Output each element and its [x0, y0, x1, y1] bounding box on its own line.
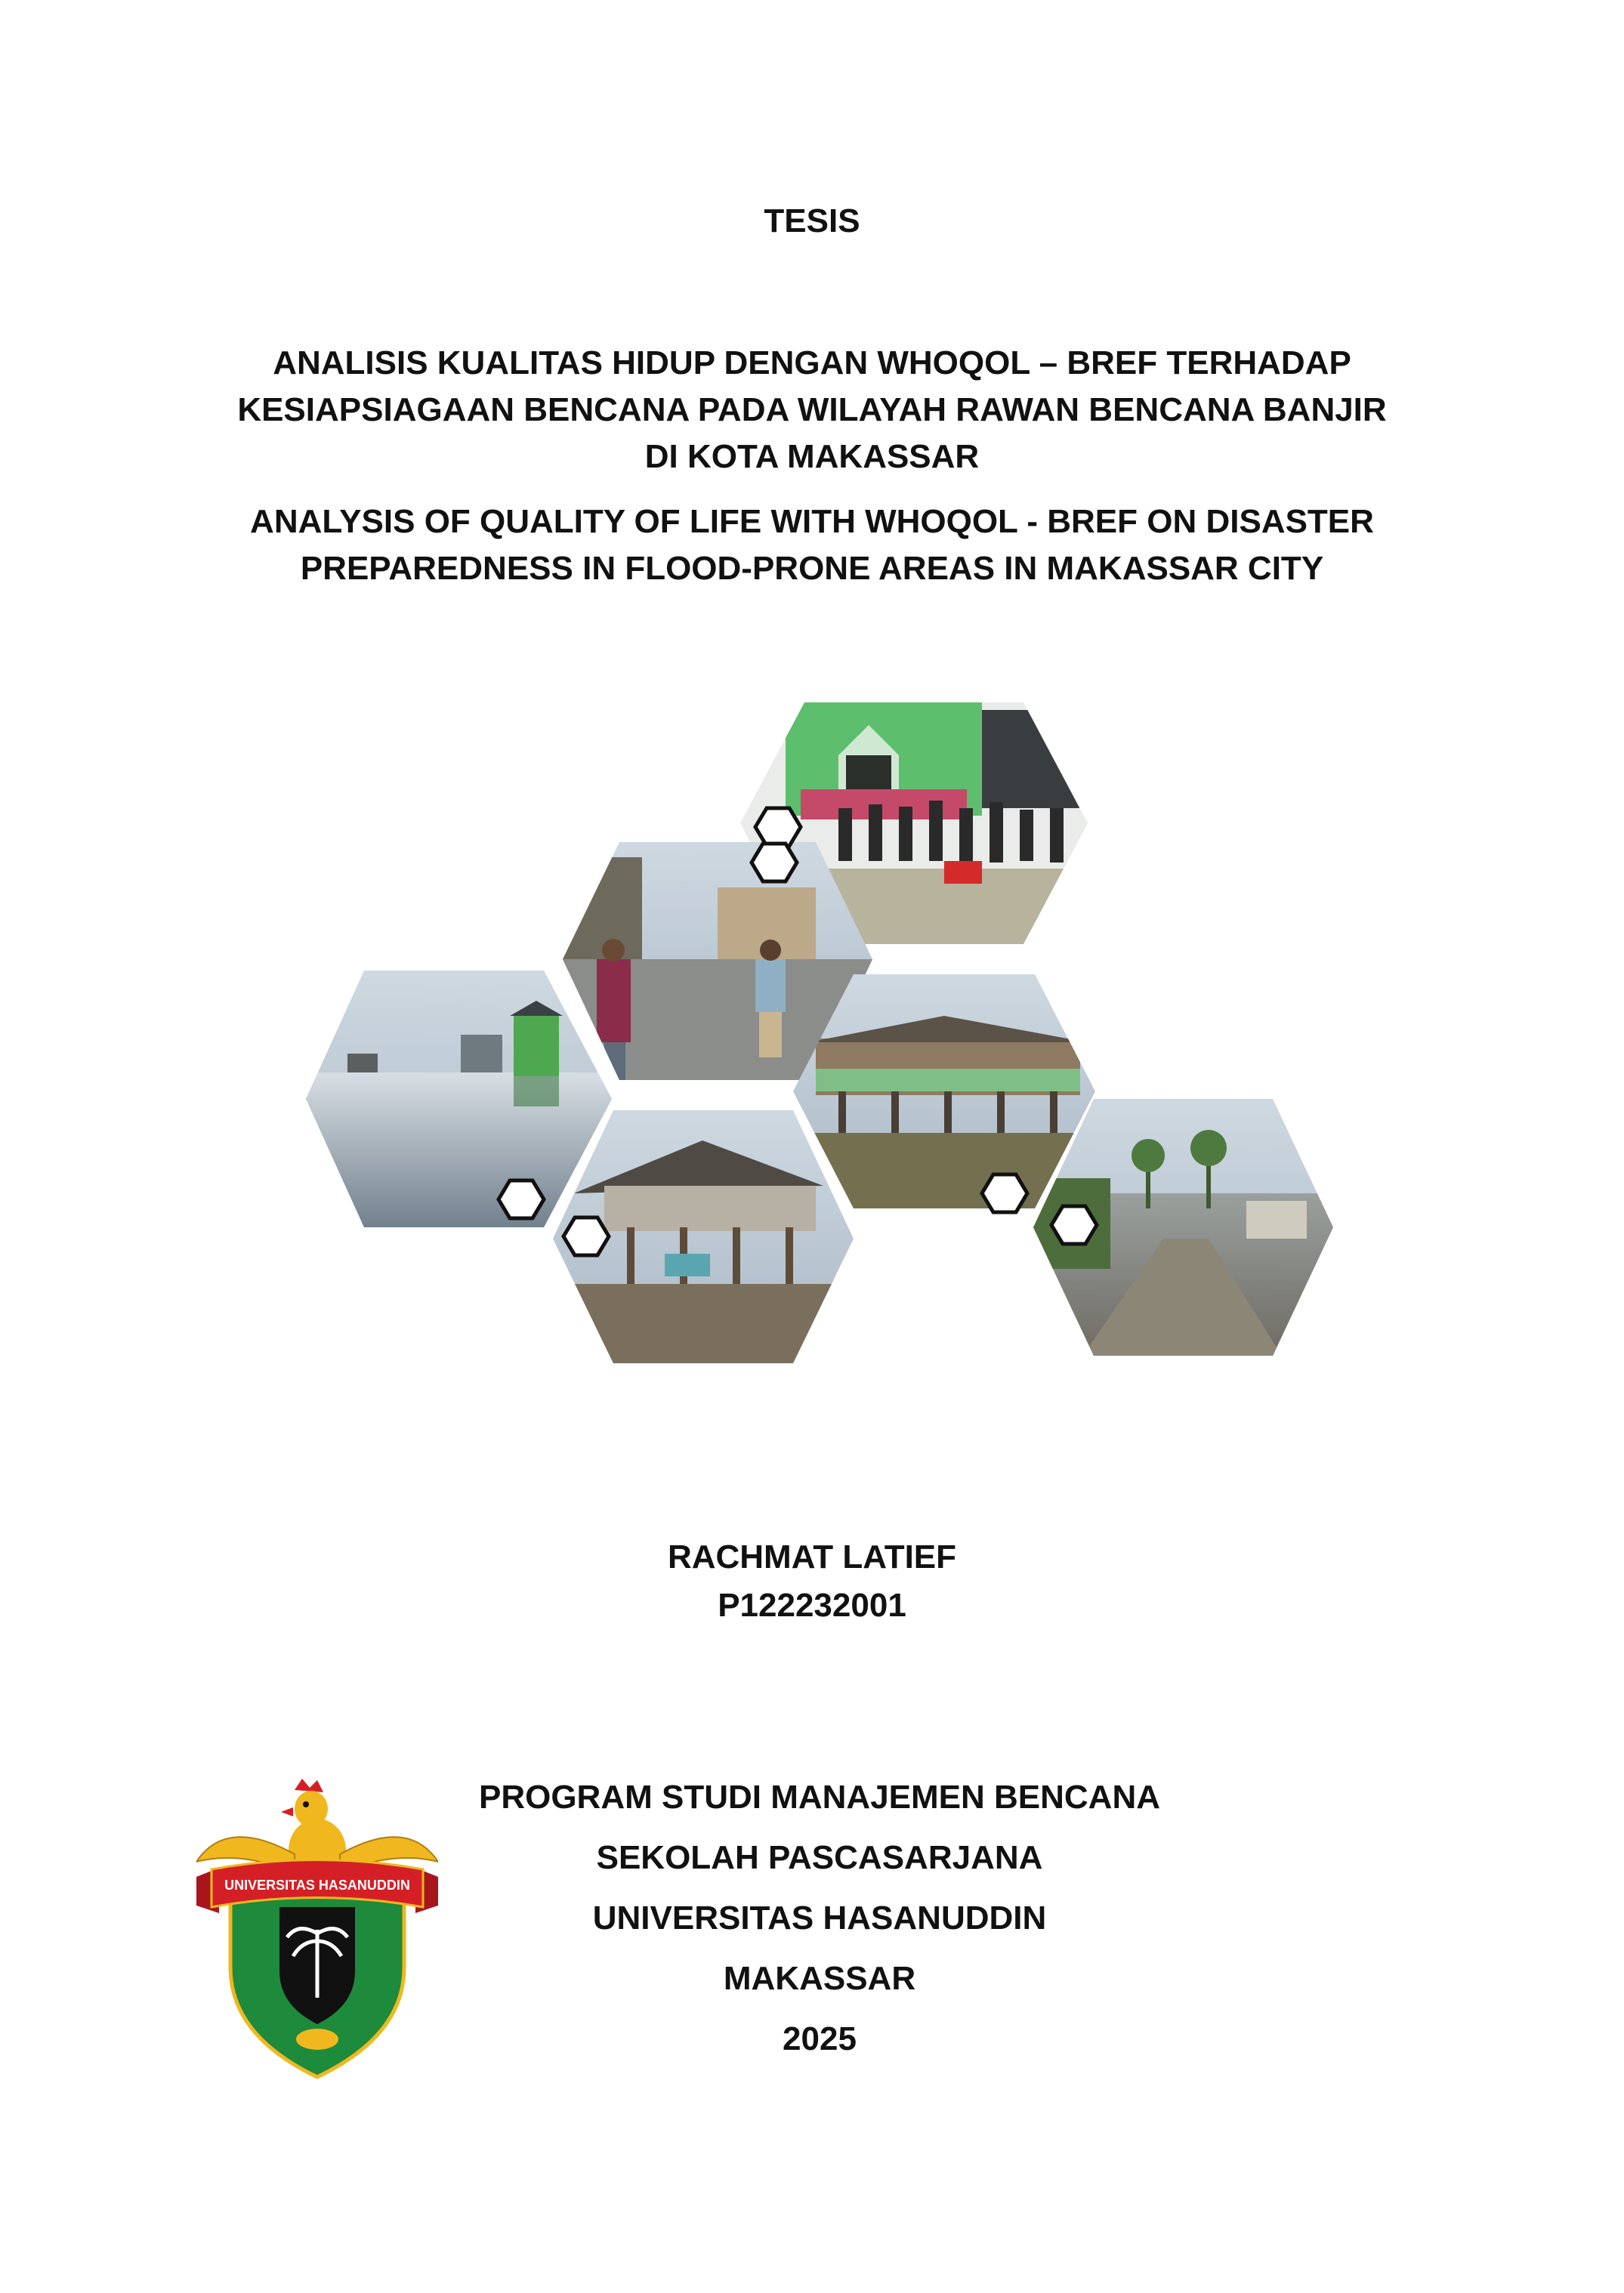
author-block [0, 1533, 1624, 1630]
hexagon-marker [499, 1180, 544, 1218]
hexagon-marker [755, 808, 801, 846]
author-id: P122232001 [718, 1587, 906, 1624]
hexagon-marker [982, 1174, 1027, 1212]
hexagon-marker [752, 844, 797, 881]
title-indonesian-line: DI KOTA MAKASSAR [644, 438, 980, 475]
logo-ribbon-text: UNIVERSITAS HASANUDDIN [224, 1878, 410, 1893]
city-name: MAKASSAR [723, 1960, 916, 1997]
university-name: UNIVERSITAS HASANUDDIN [592, 1900, 1047, 1937]
hexagon-marker [563, 1217, 609, 1255]
document-type: TESIS [764, 202, 860, 239]
title-english-line: PREPAREDNESS IN FLOOD-PRONE AREAS IN MAKASSAR CITY [300, 550, 1324, 587]
author-name: RACHMAT LATIEF [667, 1538, 957, 1575]
logo-base [296, 2029, 338, 2050]
title-indonesian-line: ANALISIS KUALITAS HIDUP DENGAN WHOQOL – BREF TERHADAP [273, 344, 1351, 381]
title-indonesian-line: KESIAPSIAGAAN BENCANA PADA WILAYAH RAWAN BENCANA BANJIR [237, 391, 1387, 428]
photo-flood-water [302, 967, 619, 1231]
program-name: PROGRAM STUDI MANAJEMEN BENCANA [478, 1779, 1161, 1816]
institution-block [393, 1767, 1246, 2069]
hexagon-marker [1051, 1206, 1097, 1244]
year: 2025 [783, 2020, 857, 2057]
title-english-line: ANALYSIS OF QUALITY OF LIFE WITH WHOQOL - BREF ON DISASTER [250, 503, 1374, 540]
school-name: SEKOLAH PASCASARJANA [596, 1839, 1043, 1876]
